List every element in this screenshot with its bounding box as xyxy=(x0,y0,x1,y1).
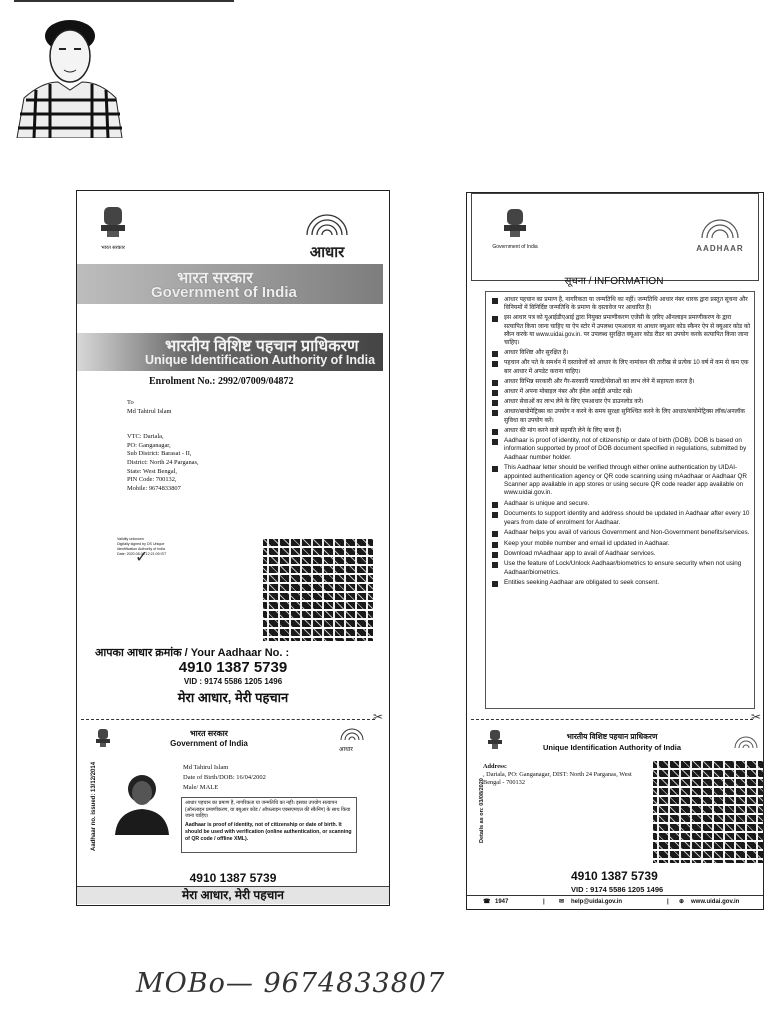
divider: | xyxy=(543,899,545,905)
proof-note-box xyxy=(181,797,357,853)
english-bullet: Aadhaar helps you avail of various Government and Non-Government benefits/services. xyxy=(492,529,750,537)
holder-name: Md Tahirul Islam xyxy=(183,764,229,771)
holder-details xyxy=(183,763,363,793)
signature-check-icon: ✓ xyxy=(135,549,149,566)
hindi-bullet: इस आधार पत्र को यूआईडीएआई द्वारा नियुक्त प्रमाणीकरण एजेंसी के ज़रिए ऑनलाइन प्रमाणीकरण के द्वारा सत्यापित किया जाना चाहिए या ऐप स्टोर में उपलब्ध एमआधार या आधार क्यूआर कोड स्कैनर ऐप से क्यूआर कोड को स्कैन करके या www.uidai.gov.in. पर उपलब्ध सुरक्षित क्यूआर कोड रीडर का उपयोग करके सत्यापित किया जाना चाहिए। xyxy=(492,314,750,347)
right-cut-line xyxy=(471,719,753,720)
right-aadhaar-logo xyxy=(687,219,753,253)
your-aadhaar-label: आपका आधार क्रमांक / Your Aadhaar No. : xyxy=(95,647,290,659)
lower-tagline: मेरा आधार, मेरी पहचान xyxy=(77,886,389,904)
hindi-bullet: आधार सेवाओं का लाभ लेने के लिए एमआधार ऐप डाउनलोड करें। xyxy=(492,398,750,406)
lower-header-hindi: भारत सरकार xyxy=(190,729,228,738)
address-pin: PIN Code: 700132, xyxy=(127,476,177,484)
english-bullet: Aadhaar is proof of identity, not of citizenship or date of birth (DOB). DOB is based on information supported by proof of DOB document specified in regulations, submitted by Aadhaar number holder. xyxy=(492,437,750,462)
hindi-bullet: आधार विशिष्ट और सुरक्षित है। xyxy=(492,349,750,357)
band-english: Government of India xyxy=(151,284,297,301)
english-bullet: Documents to support identity and address should be updated in Aadhaar after every 10 years from date of enrolment for Aadhaar. xyxy=(492,510,750,527)
right-emblem xyxy=(485,207,545,250)
address-subdistrict: Sub District: Barasat - II, xyxy=(127,450,192,458)
divider: | xyxy=(667,899,669,905)
band2-english: Unique Identification Authority of India xyxy=(145,353,376,367)
info-title: सूचना / INFORMATION xyxy=(564,276,664,287)
right-lower-english: Unique Identification Authority of India xyxy=(542,743,682,752)
right-govt-caption: Government of India xyxy=(492,244,538,250)
footer-phone: 1947 xyxy=(495,899,509,905)
uidai-band xyxy=(77,333,383,371)
aadhaar-number: 4910 1387 5739 xyxy=(178,659,288,676)
band-hindi: भारत सरकार xyxy=(177,270,253,287)
emblem-small-icon xyxy=(95,728,111,753)
aadhaar-letter-left xyxy=(76,190,390,906)
qr-code xyxy=(263,537,373,641)
address-vtc: VTC: Dariala, xyxy=(127,433,164,441)
english-bullets xyxy=(492,437,750,588)
right-address xyxy=(483,763,633,787)
lower-header xyxy=(159,729,259,749)
hindi-bullet: आधार पहचान का प्रमाण है, नागरिकता या जन्मतिथि का नहीं। जन्मतिथि आधार नंबर धारक द्वारा प्रस्तुत सूचना और विनियमों में विनिर्दिष्ट जन्मतिथि के प्रमाण के दस्तावेज पर आधारित है। xyxy=(492,296,750,312)
aadhaar-small-logo-right xyxy=(733,733,759,754)
footer-bar xyxy=(467,895,763,909)
aadhaar-small-logo xyxy=(339,727,365,754)
english-bullet: Use the feature of Lock/Unlock Aadhaar/biometrics to ensure security when not using Aadhaar/biometrics. xyxy=(492,560,750,577)
holder-dob: Date of Birth/DOB: 16/04/2002 xyxy=(183,774,266,781)
handwritten-mobile-number: MOBo— 9674833807 xyxy=(136,968,446,999)
right-lower-hindi: भारतीय विशिष्ट पहचान प्राधिकरण xyxy=(566,732,658,741)
emblem-icon-right xyxy=(502,207,528,239)
cut-line xyxy=(81,719,375,720)
emblem-icon xyxy=(95,205,131,253)
mail-icon: ✉ xyxy=(559,899,565,905)
address-state: State: West Bengal, xyxy=(127,467,177,475)
footer-web: www.uidai.gov.in xyxy=(691,899,740,905)
holder-gender: Male/ MALE xyxy=(183,784,219,791)
address-name: Md Tahirul Islam xyxy=(127,407,172,415)
aadhaar-logo xyxy=(297,213,357,261)
lower-aadhaar-number: 4910 1387 5739 xyxy=(189,871,277,885)
details-date-vertical: Details as on: 03/08/2020 xyxy=(479,778,485,843)
english-bullet: Entities seeking Aadhaar are obligated to seek consent. xyxy=(492,579,750,587)
aadhaar-text-logo: AADHAAR xyxy=(696,244,744,253)
right-aadhaar-number: 4910 1387 5739 xyxy=(571,869,658,883)
card-photo xyxy=(111,771,173,835)
proof-note-english: Aadhaar is proof of identity, not of citizenship or date of birth. It should be used with verification (online authentication, or scanning of QR code / offline XML). xyxy=(185,821,352,842)
english-bullet: Keep your mobile number and email id updated in Aadhaar. xyxy=(492,540,750,548)
top-rule xyxy=(14,0,234,2)
govt-band xyxy=(77,264,383,304)
qr-code-right xyxy=(653,759,763,863)
hindi-bullet: पहचान और पते के समर्थन में दस्तावेजों को आधार के लिए नामांकन की तारीख से प्रत्येक 10 वर्ष में कम से कम एक बार आधार में अपडेट कराना चाहिए। xyxy=(492,359,750,375)
issued-date-vertical: Aadhaar no. issued: 13/12/2014 xyxy=(91,761,97,851)
globe-icon: ⊕ xyxy=(679,899,685,905)
tagline: मेरा आधार, मेरी पहचान xyxy=(177,690,289,705)
aadhaar-hindi-logo: आधार xyxy=(309,244,345,261)
right-vid-number: VID : 9174 5586 1205 1496 xyxy=(571,885,664,894)
applicant-photo xyxy=(12,8,124,138)
scissors-icon-right: ✂ xyxy=(751,710,762,724)
hindi-bullet: आधार/बायोमेट्रिक्स का उपयोग न करने के समय सुरक्षा सुनिश्चित करने के लिए आधार/बायोमेट्रिक्स लॉक/अनलॉक सुविधा का उपयोग करें। xyxy=(492,408,750,424)
enrolment-number: Enrolment No.: 2992/07009/04872 xyxy=(149,376,294,387)
emblem-caption: भारत सरकार xyxy=(101,245,125,251)
proof-note-hindi: आधार पहचान का प्रमाण है, नागरिकता या जन्मतिथि का नहीं। इसका उपयोग सत्यापन (ऑनलाइन प्रमाणीकरण, या क्यूआर कोड / ऑफलाइन एक्सएमएल की स्कैनिंग) के साथ किया जाना चाहिए। xyxy=(185,800,351,819)
english-bullet: This Aadhaar letter should be verified through either online authentication by UIDAI-appointed authentication agency or QR code scanning using mAadhaar or Aadhaar QR Scanner app available in app stores or using secure QR code reader app available on www.uidai.gov.in. xyxy=(492,464,750,498)
lower-header-english: Government of India xyxy=(170,739,248,748)
english-bullet: Aadhaar is unique and secure. xyxy=(492,500,750,508)
digital-signature: Validity unknown Digitally signed by DS Unique Identification Authority of India Date: 2020.08.08 12:21:09 IST xyxy=(117,537,167,556)
phone-icon: ☎ xyxy=(483,899,491,905)
hindi-bullet: आधार में अपना मोबाइल नंबर और ईमेल आईडी अपडेट रखें। xyxy=(492,388,750,396)
address-district: District: North 24 Parganas, xyxy=(127,458,199,466)
fingerprint-icon-right xyxy=(698,219,742,239)
address-mobile: Mobile: 9674833807 xyxy=(127,484,181,492)
scissors-icon: ✂ xyxy=(373,710,384,724)
vid-number: VID : 9174 5586 1205 1496 xyxy=(183,677,283,686)
aadhaar-letter-right xyxy=(466,192,764,910)
band2-hindi: भारतीय विशिष्ट पहचान प्राधिकरण xyxy=(165,338,359,355)
hindi-bullet: आधार की मांग करने वाले सहमति लेने के लिए बाध्य हैं। xyxy=(492,427,750,435)
address-label: Address: xyxy=(483,763,508,770)
fingerprint-icon xyxy=(302,213,352,237)
address-to: To xyxy=(127,399,134,406)
hindi-bullets xyxy=(492,296,750,435)
address-text: , Dariala, PO: Ganganagar, DIST: North 24 Parganas, West Bengal - 700132 xyxy=(483,771,632,786)
footer-email: help@uidai.gov.in xyxy=(571,899,623,905)
hindi-bullet: आधार विभिन्न सरकारी और गैर-सरकारी फायदों/सेवाओं का लाभ लेने में सहायता करता है। xyxy=(492,378,750,386)
info-box xyxy=(485,291,755,709)
recipient-address xyxy=(127,399,327,493)
emblem-small-icon-right xyxy=(487,729,503,756)
address-po: PO: Ganganagar, xyxy=(127,441,171,449)
english-bullet: Download mAadhaar app to avail of Aadhaar services. xyxy=(492,550,750,558)
aadhaar-small-hindi: आधार xyxy=(339,747,353,753)
right-lower-header xyxy=(507,731,717,753)
